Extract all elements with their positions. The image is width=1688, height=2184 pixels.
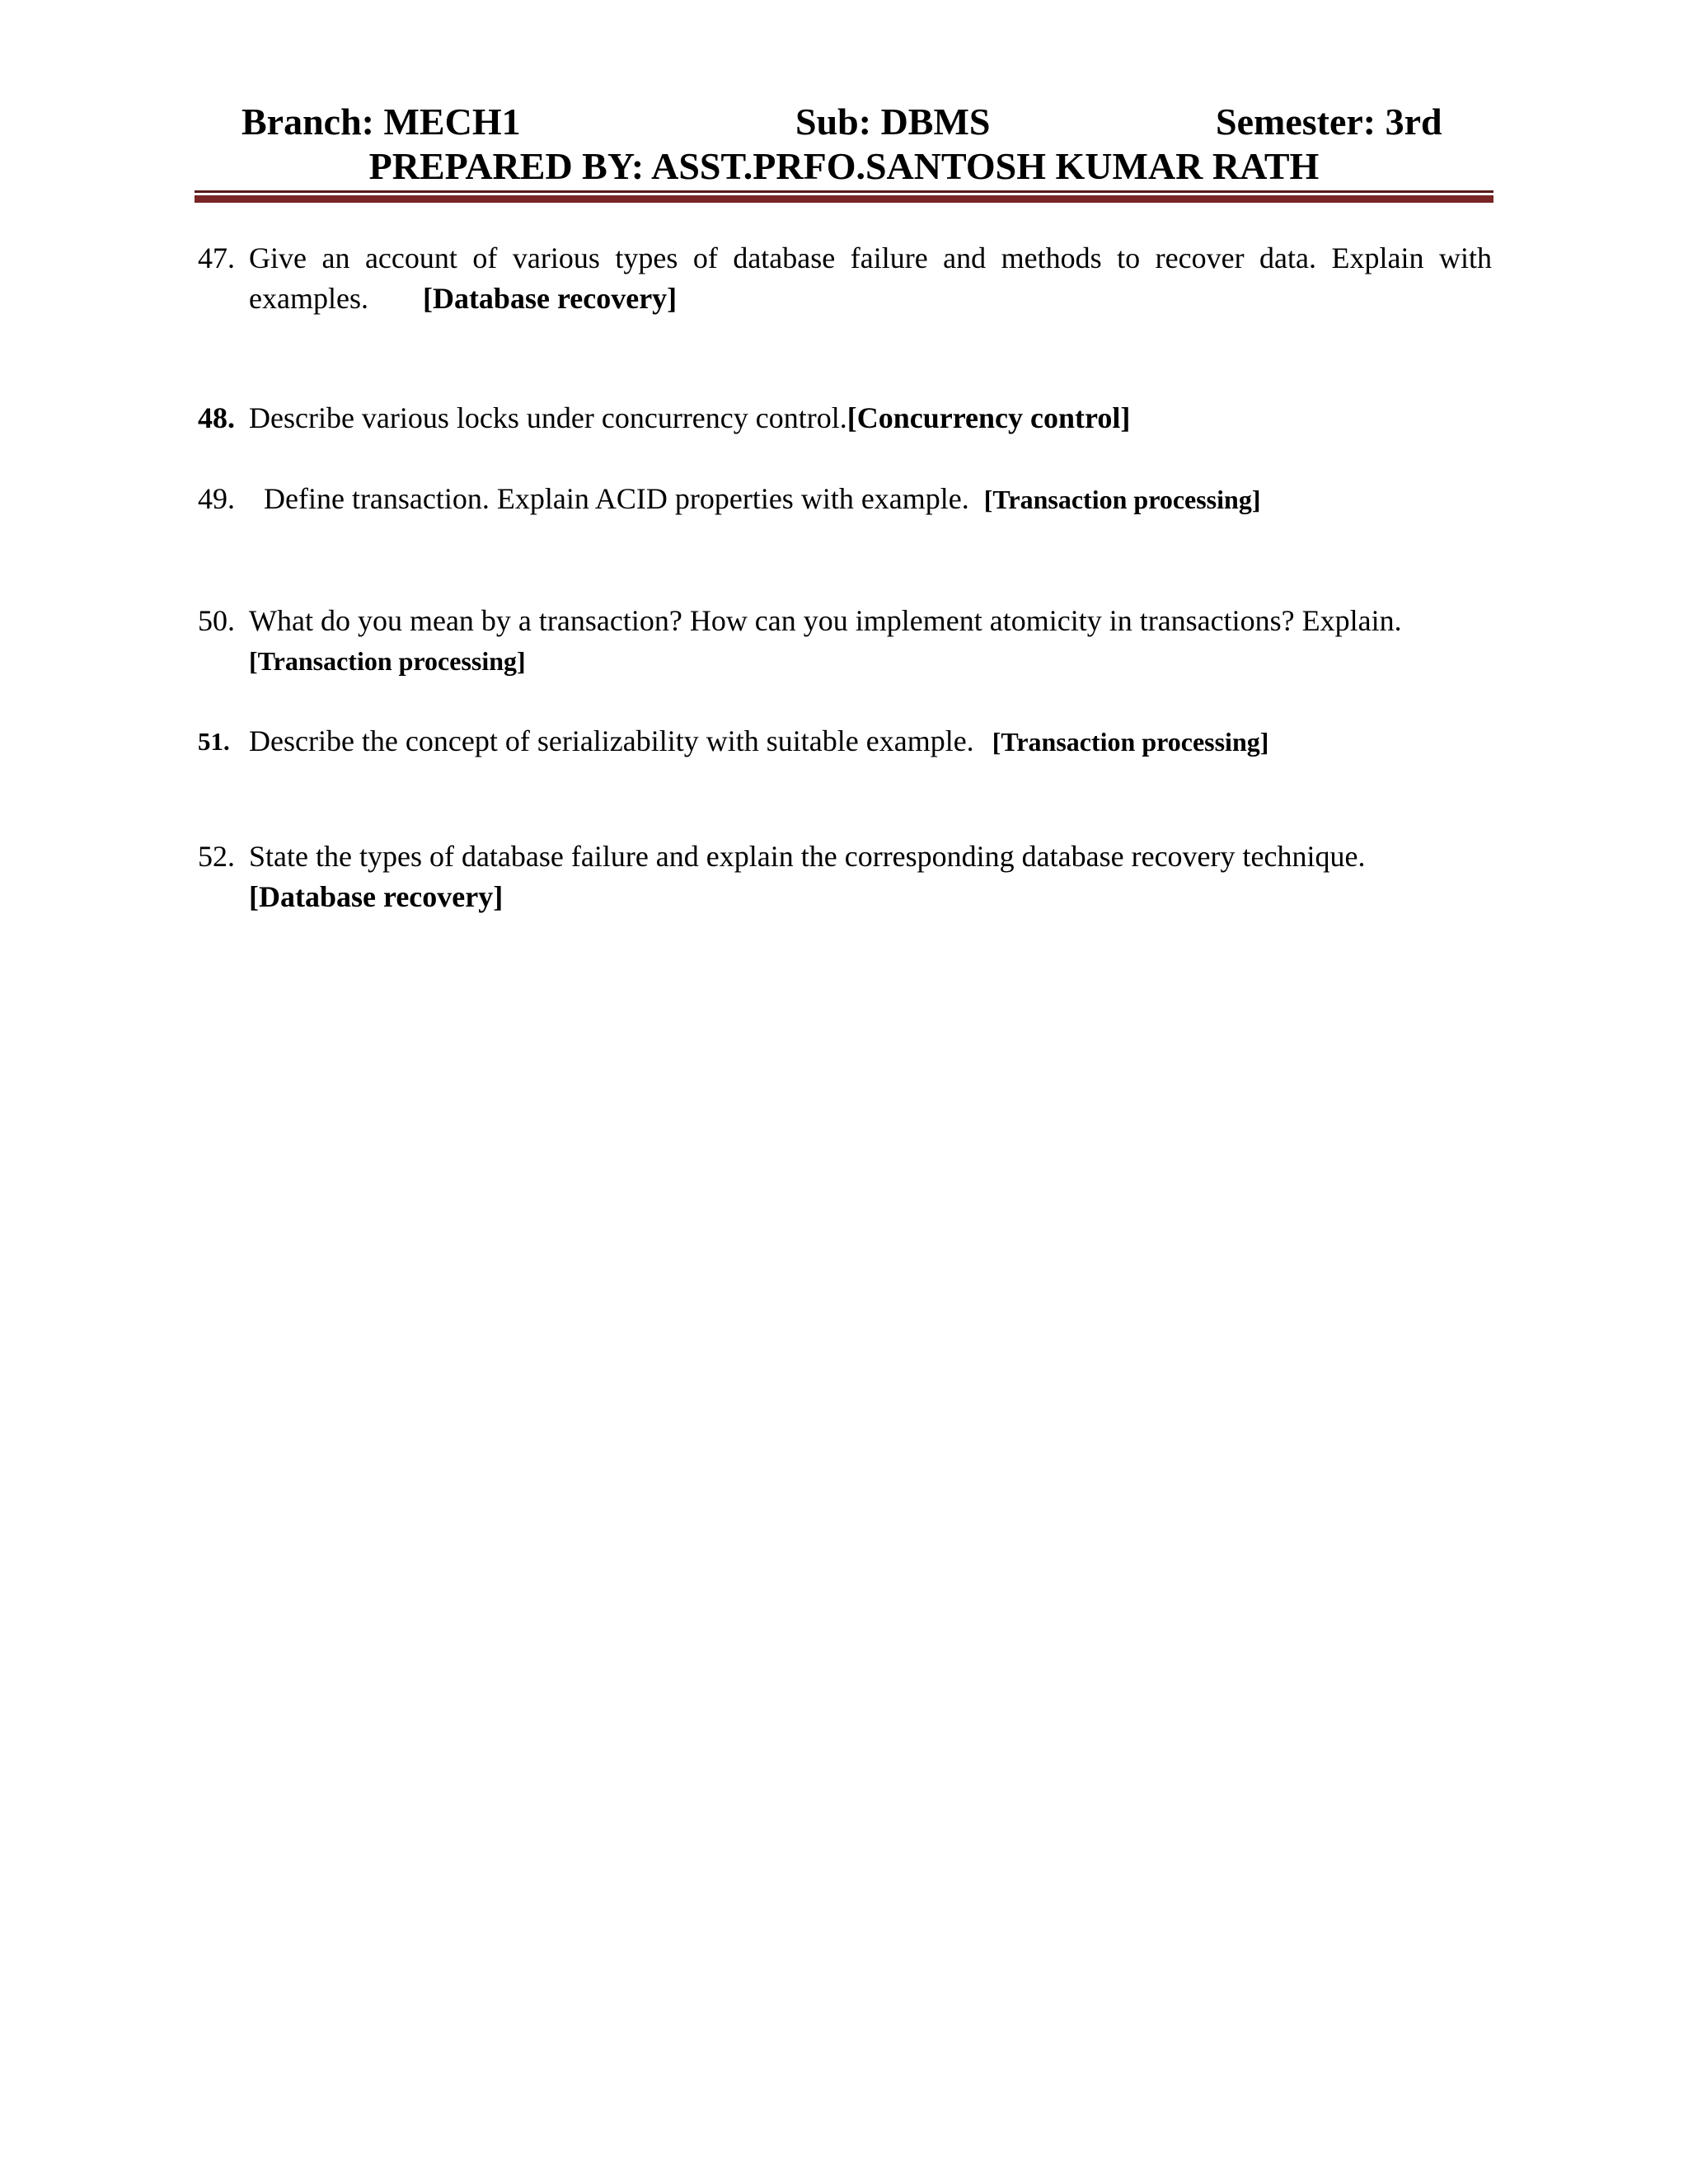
question-number: 52. [198, 840, 235, 873]
header-divider-thin [195, 190, 1493, 193]
question-number: 50. [198, 604, 235, 637]
topic-tag: [Database recovery] [422, 282, 678, 315]
question-47 [198, 238, 1492, 319]
topic-tag: [Transaction processing] [992, 727, 1269, 757]
question-text: Describe various locks under concurrency control. [249, 401, 847, 434]
header-divider-thick [195, 195, 1493, 203]
question-text: State the types of database failure and explain the corresponding database recovery technique. [249, 840, 1366, 873]
topic-tag: [Concurrency control] [846, 401, 1131, 434]
topic-tag: [Transaction processing] [983, 485, 1261, 514]
topic-tag: [Database recovery] [249, 880, 504, 913]
prepared-by-line: PREPARED BY: ASST.PRFO.SANTOSH KUMAR RATH [368, 145, 1320, 187]
question-text: Describe the concept of serializability with suitable example. [249, 724, 974, 757]
question-text: Give an account of various types of database failure and methods to recover data. Explain with [249, 241, 1492, 274]
question-49 [198, 479, 1492, 520]
subject-label: Sub: DBMS [795, 101, 991, 143]
question-text: What do you mean by a transaction? How can you implement atomicity in transactions? Explain. [249, 604, 1402, 637]
semester-label: Semester: 3rd [1216, 101, 1442, 143]
document-header [0, 97, 1688, 147]
question-text: Define transaction. Explain ACID properties with example. [264, 482, 969, 515]
question-number: 51. [198, 727, 230, 756]
question-51 [198, 721, 1492, 762]
question-number: 47. [198, 241, 235, 274]
question-number: 48. [198, 401, 235, 434]
question-text-continued: examples. [249, 282, 368, 315]
question-48 [198, 398, 1492, 438]
question-50 [198, 601, 1492, 682]
topic-tag: [Transaction processing] [249, 646, 526, 676]
question-52 [198, 837, 1492, 917]
branch-label: Branch: MECH1 [241, 101, 521, 143]
question-number: 49. [198, 482, 235, 515]
